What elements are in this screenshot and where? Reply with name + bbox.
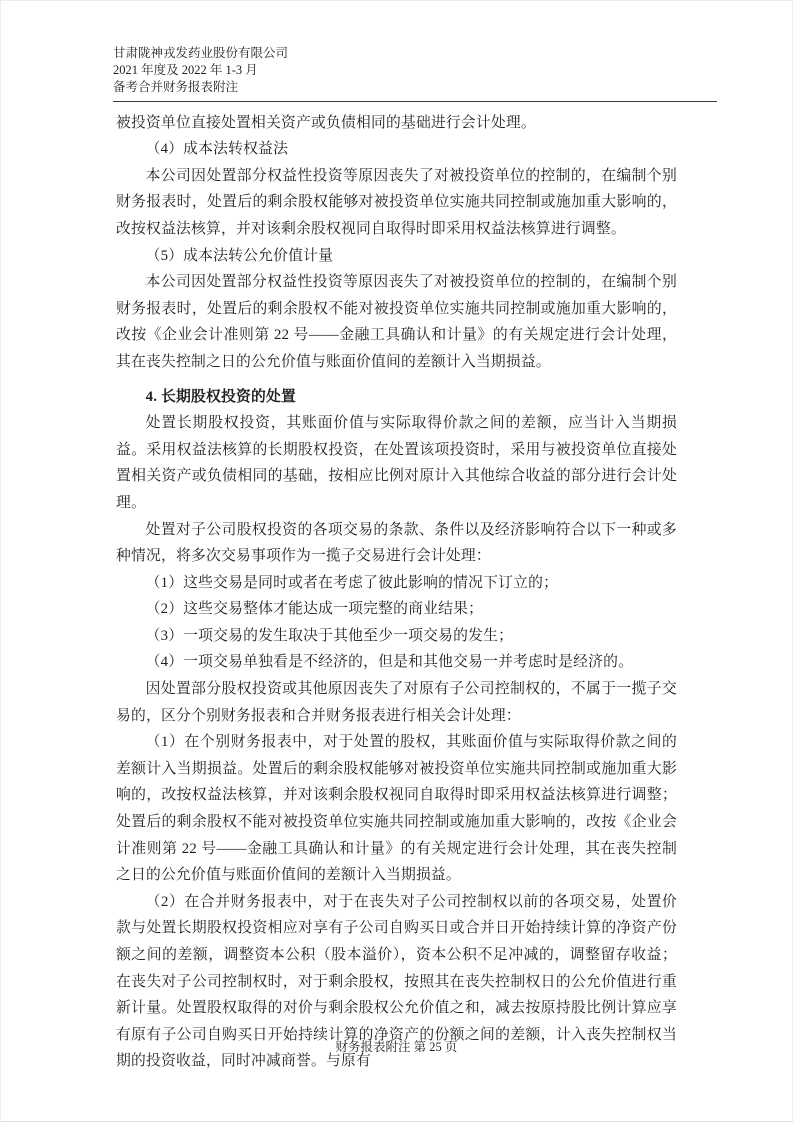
paragraph: 因处置部分股权投资或其他原因丧失了对原有子公司控制权的，不属于一揽子交易的，区分个别财务报表和合并财务报表进行相关会计处理： [116, 681, 677, 724]
paragraph: （1）这些交易是同时或者在考虑了彼此影响的情况下订立的； [145, 574, 559, 591]
header-period: 2021 年度及 2022 年 1-3 月 [113, 63, 258, 78]
paragraph: （4）一项交易单独看是不经济的，但是和其他交易一并考虑时是经济的。 [145, 654, 634, 671]
paragraph: 处置长期股权投资，其账面价值与实际取得价款之间的差额，应当计入当期损益。采用权益法核算的长期股权投资，在处置该项投资时，采用与被投资单位直接处置相关资产或负债相同的基础，按相应比例对原计入其他综合收益的部分进行会计处理。 [116, 415, 677, 511]
header-doc-title: 备考合并财务报表附注 [113, 80, 239, 95]
paragraph: （3）一项交易的发生取决于其他至少一项交易的发生； [145, 627, 514, 644]
paragraph: 被投资单位直接处置相关资产或负债相同的基础进行会计处理。 [116, 114, 536, 131]
paragraph: （5）成本法转公允价值计量 [145, 247, 334, 264]
page-footer [1, 1037, 792, 1055]
paragraph: 本公司因处置部分权益性投资等原因丧失了对被投资单位的控制的，在编制个别财务报表时，处置后的剩余股权能够对被投资单位实施共同控制或施加重大影响的，改按权益法核算，并对该剩余股权视同自取得时即采用权益法核算进行调整。 [116, 167, 677, 237]
page-header [113, 45, 717, 102]
header-company: 甘肃陇神戎发药业股份有限公司 [113, 46, 289, 60]
paragraph: （2）在合并财务报表中，对于在丧失对子公司控制权以前的各项交易，处置价款与处置长期股权投资相应对享有子公司自购买日或合并日开始持续计算的净资产份额之间的差额，调整资本公积（股本溢价），资本公积不足冲减的，调整留存收益；在丧失对子公司控制权时，对于剩余股权，按照其在丧失控制权日的公允价值进行重新计量。处置股权取得的对价与剩余股权公允价值之和，减去按原持股比例计算应享有原有子公司自购买日开始持续计算的净资产的份额之间的差额，计入丧失控制权当期的投资收益，同时冲减商誉。与原有 [116, 893, 677, 1070]
paragraph: （1）在个别财务报表中，对于处置的股权，其账面价值与实际取得价款之间的差额计入当期损益。处置后的剩余股权能够对被投资单位实施共同控制或施加重大影响的，改按权益法核算，并对该剩余股权视同自取得时即采用权益法核算进行调整；处置后的剩余股权不能对被投资单位实施共同控制或施加重大影响的，改按《企业会计准则第 22 号——金融工具确认和计量》的有关规定进行会计处理，其在丧失控制之日的公允价值与账面价值间的差额计入当期损益。 [116, 734, 677, 884]
paragraph: （4）成本法转权益法 [145, 141, 289, 158]
page-number-label: 财务报表附注 第 25 页 [335, 1040, 458, 1054]
paragraph: （2）这些交易整体才能达成一项完整的商业结果； [145, 601, 484, 618]
paragraph: 4. 长期股权投资的处置 [145, 388, 296, 405]
document-body [116, 110, 677, 1075]
paragraph: 处置对子公司股权投资的各项交易的条款、条件以及经济影响符合以下一种或多种情况，将多次交易事项作为一揽子交易进行会计处理： [116, 521, 677, 565]
paragraph: 本公司因处置部分权益性投资等原因丧失了对被投资单位的控制的，在编制个别财务报表时，处置后的剩余股权不能对被投资单位实施共同控制或施加重大影响的，改按《企业会计准则第 22 号——金融工具确认和计量》的有关规定进行会计处理，其在丧失控制之日的公允价值与账面价值间的差额计入当期损益。 [116, 274, 677, 370]
